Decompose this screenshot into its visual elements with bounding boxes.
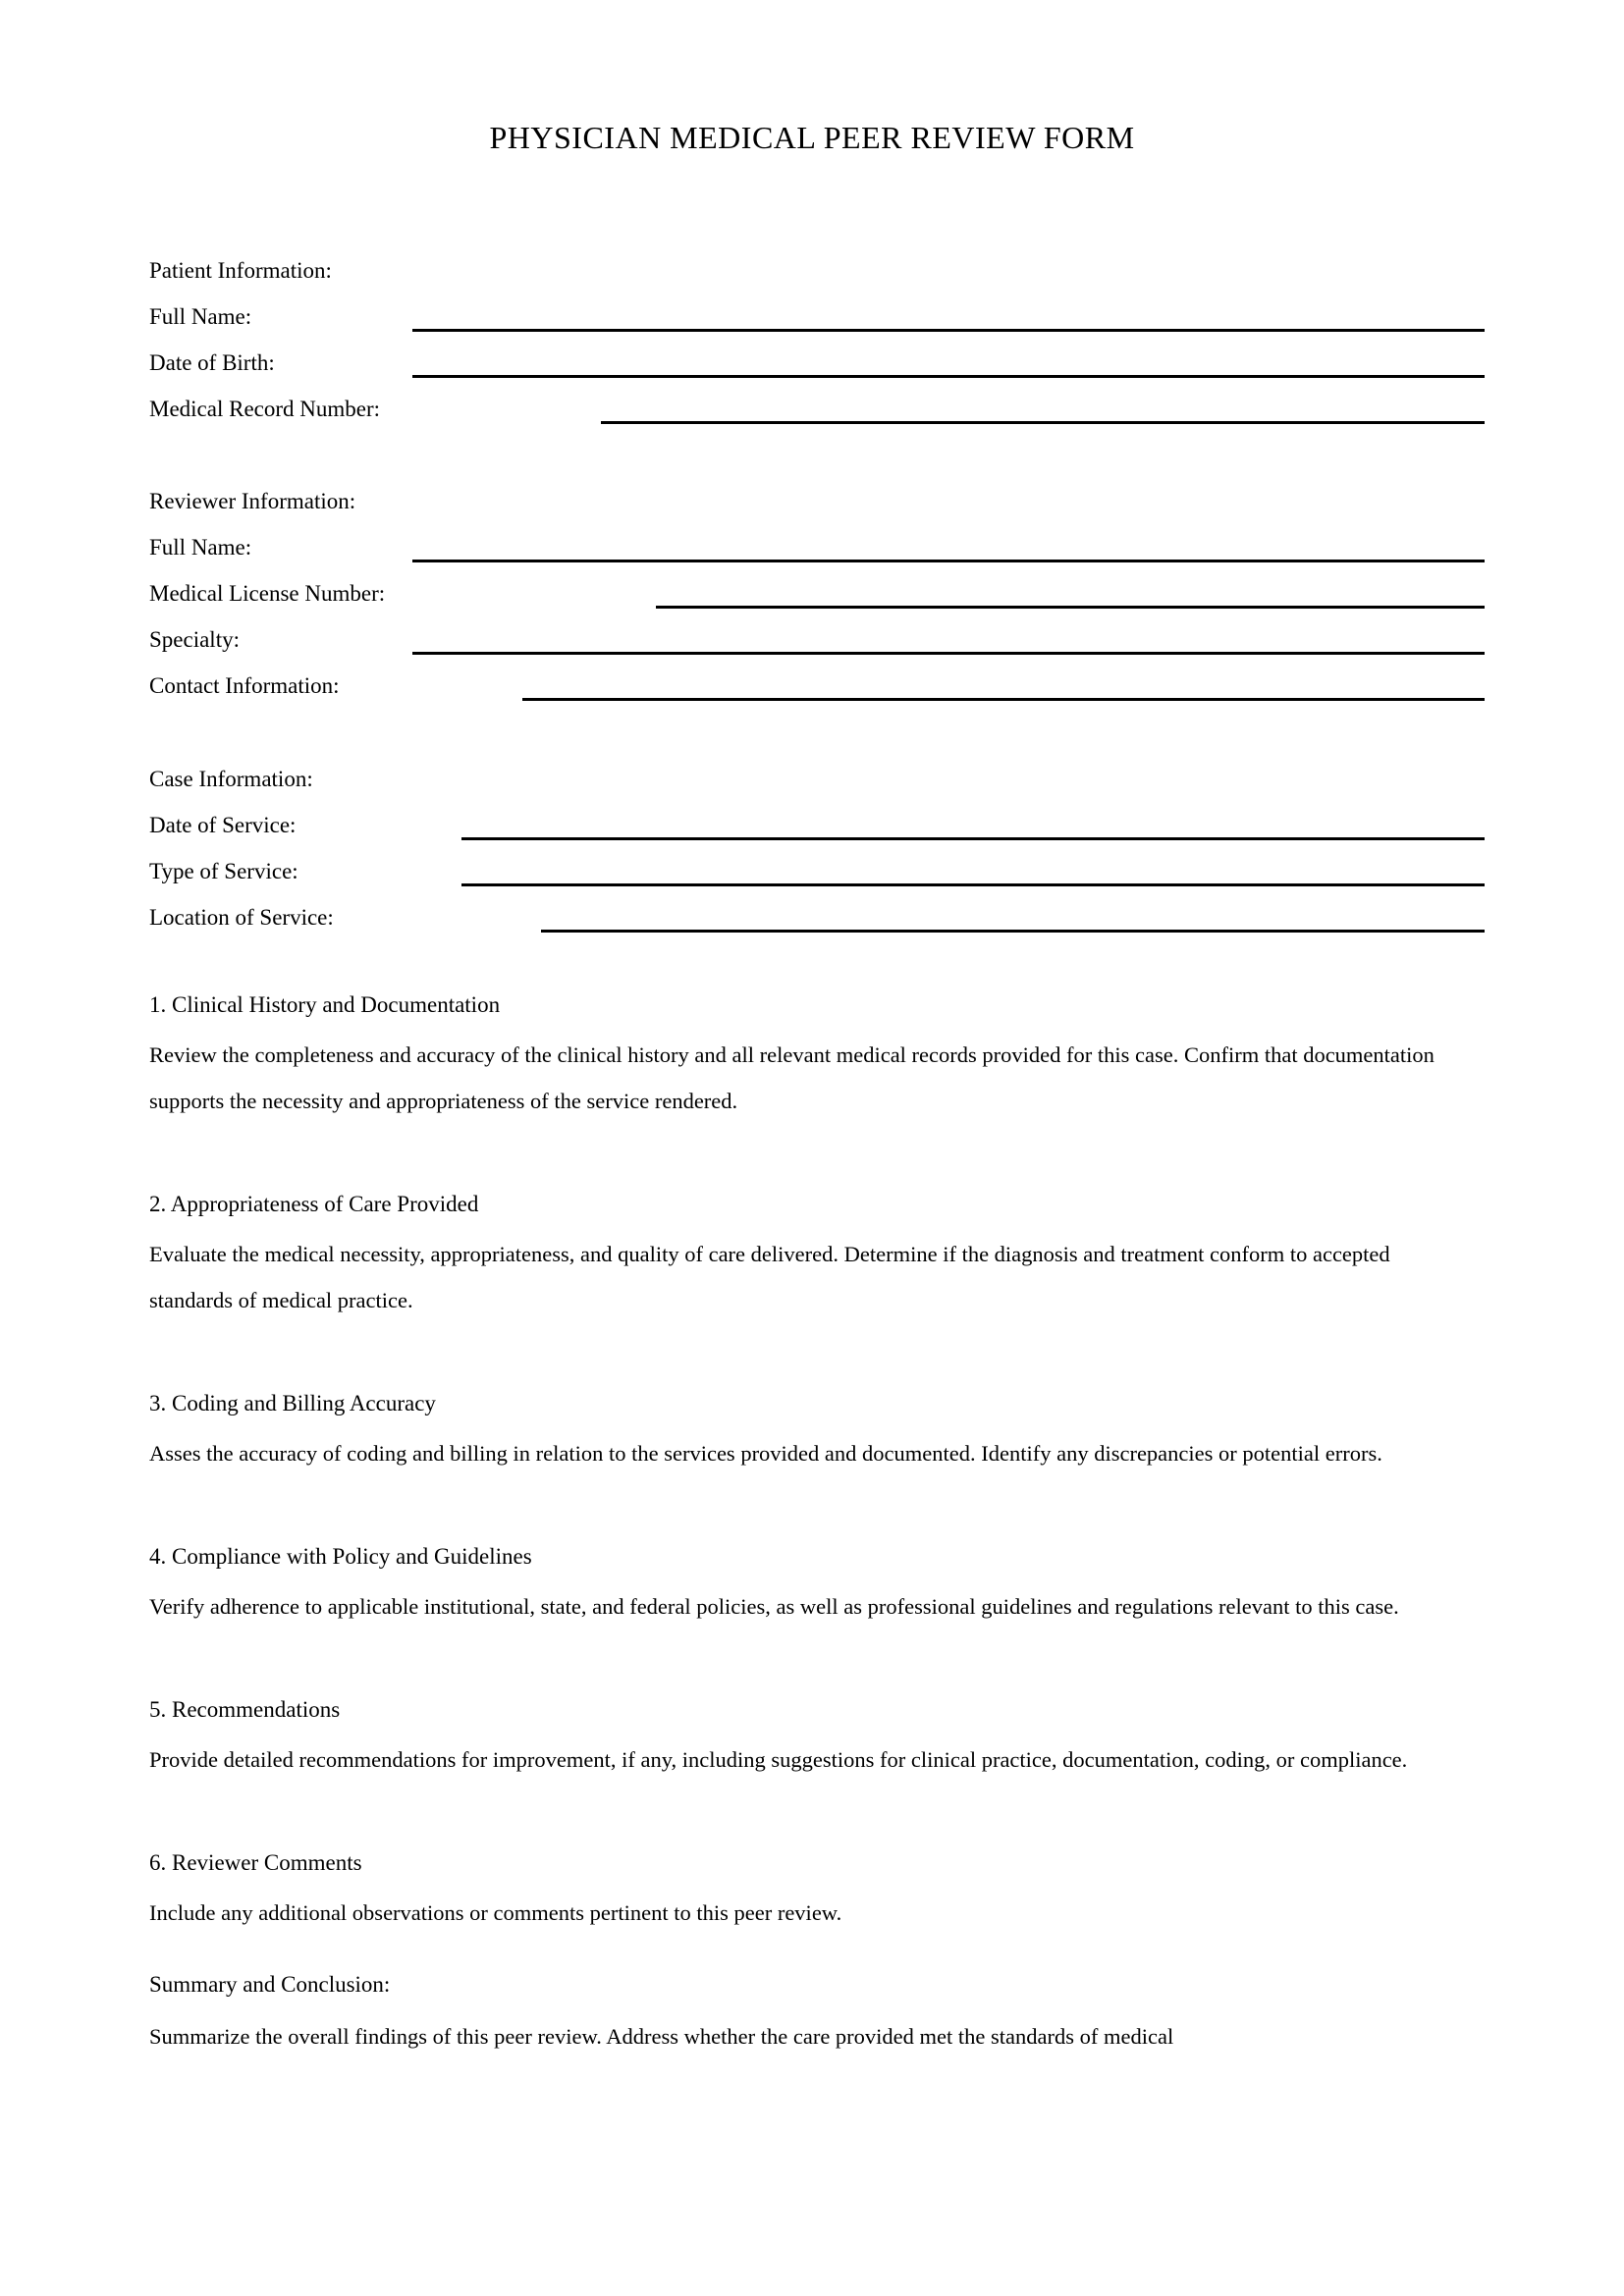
review-section	[149, 1686, 1477, 1783]
case-field-input[interactable]	[461, 837, 1485, 840]
reviewer-information-section	[149, 478, 1485, 709]
patient-field-input[interactable]	[412, 375, 1485, 378]
case-field-input[interactable]	[541, 930, 1485, 933]
review-section-body: Review the completeness and accuracy of the clinical history and all relevant medical records provided for this case. Confirm that documentation supports the necessity and appropriateness of the service rendered.	[149, 1042, 1435, 1113]
case-field-row	[149, 894, 1485, 940]
case-field-label: Date of Service:	[149, 813, 297, 837]
review-section-title: 4. Compliance with Policy and Guidelines	[149, 1544, 532, 1569]
reviewer-field-row	[149, 524, 1485, 570]
patient-information-section	[149, 247, 1485, 432]
summary-body: Summarize the overall findings of this peer review. Address whether the care provided met the standards of medical	[149, 2024, 1174, 2049]
reviewer-information-heading: Reviewer Information:	[149, 489, 356, 513]
case-field-row	[149, 802, 1485, 848]
reviewer-field-label: Medical License Number:	[149, 581, 386, 606]
review-section-body: Include any additional observations or comments pertinent to this peer review.	[149, 1900, 842, 1925]
review-section-body: Provide detailed recommendations for improvement, if any, including suggestions for clinical practice, documentation, coding, or compliance.	[149, 1747, 1408, 1772]
review-sections	[149, 982, 1477, 1993]
reviewer-field-row	[149, 663, 1485, 709]
case-information-fields	[149, 802, 1485, 940]
patient-field-label: Medical Record Number:	[149, 397, 381, 421]
review-section	[149, 1380, 1477, 1476]
patient-field-row	[149, 386, 1485, 432]
review-section-body: Verify adherence to applicable institutional, state, and federal policies, as well as professional guidelines and regulations relevant to this case.	[149, 1594, 1399, 1619]
review-section-body: Asses the accuracy of coding and billing in relation to the services provided and documented. Identify any discrepancies or potential errors.	[149, 1441, 1382, 1466]
case-field-label: Type of Service:	[149, 859, 298, 883]
reviewer-field-input[interactable]	[412, 652, 1485, 655]
summary-and-conclusion-section	[149, 1961, 1477, 2059]
review-section	[149, 982, 1477, 1124]
case-field-input[interactable]	[461, 883, 1485, 886]
reviewer-field-row	[149, 616, 1485, 663]
review-section-body: Evaluate the medical necessity, appropriateness, and quality of care delivered. Determine if the diagnosis and treatment conform to accepted standards of medical practice.	[149, 1242, 1390, 1312]
summary-heading: Summary and Conclusion:	[149, 1972, 391, 1997]
review-section	[149, 1840, 1477, 1936]
reviewer-field-input[interactable]	[522, 698, 1485, 701]
reviewer-field-input[interactable]	[656, 606, 1485, 609]
reviewer-field-label: Specialty:	[149, 627, 240, 652]
case-field-label: Location of Service:	[149, 905, 334, 930]
page-title: PHYSICIAN MEDICAL PEER REVIEW FORM	[489, 120, 1135, 155]
review-section-title: 1. Clinical History and Documentation	[149, 992, 501, 1017]
patient-field-input[interactable]	[412, 329, 1485, 332]
reviewer-information-fields	[149, 524, 1485, 709]
reviewer-field-label: Contact Information:	[149, 673, 340, 698]
patient-field-input[interactable]	[601, 421, 1485, 424]
reviewer-field-input[interactable]	[412, 560, 1485, 562]
patient-field-row	[149, 294, 1485, 340]
patient-field-label: Date of Birth:	[149, 350, 275, 375]
patient-field-label: Full Name:	[149, 304, 252, 329]
patient-information-fields	[149, 294, 1485, 432]
review-section-title: 2. Appropriateness of Care Provided	[149, 1192, 479, 1216]
review-section	[149, 1533, 1477, 1629]
patient-field-row	[149, 340, 1485, 386]
patient-information-heading: Patient Information:	[149, 258, 332, 283]
review-section-title: 6. Reviewer Comments	[149, 1850, 362, 1875]
case-field-row	[149, 848, 1485, 894]
reviewer-field-row	[149, 570, 1485, 616]
case-information-heading: Case Information:	[149, 767, 313, 791]
review-section-title: 5. Recommendations	[149, 1697, 341, 1722]
reviewer-field-label: Full Name:	[149, 535, 252, 560]
case-information-section	[149, 756, 1485, 940]
review-section	[149, 1181, 1477, 1323]
review-section-title: 3. Coding and Billing Accuracy	[149, 1391, 436, 1415]
